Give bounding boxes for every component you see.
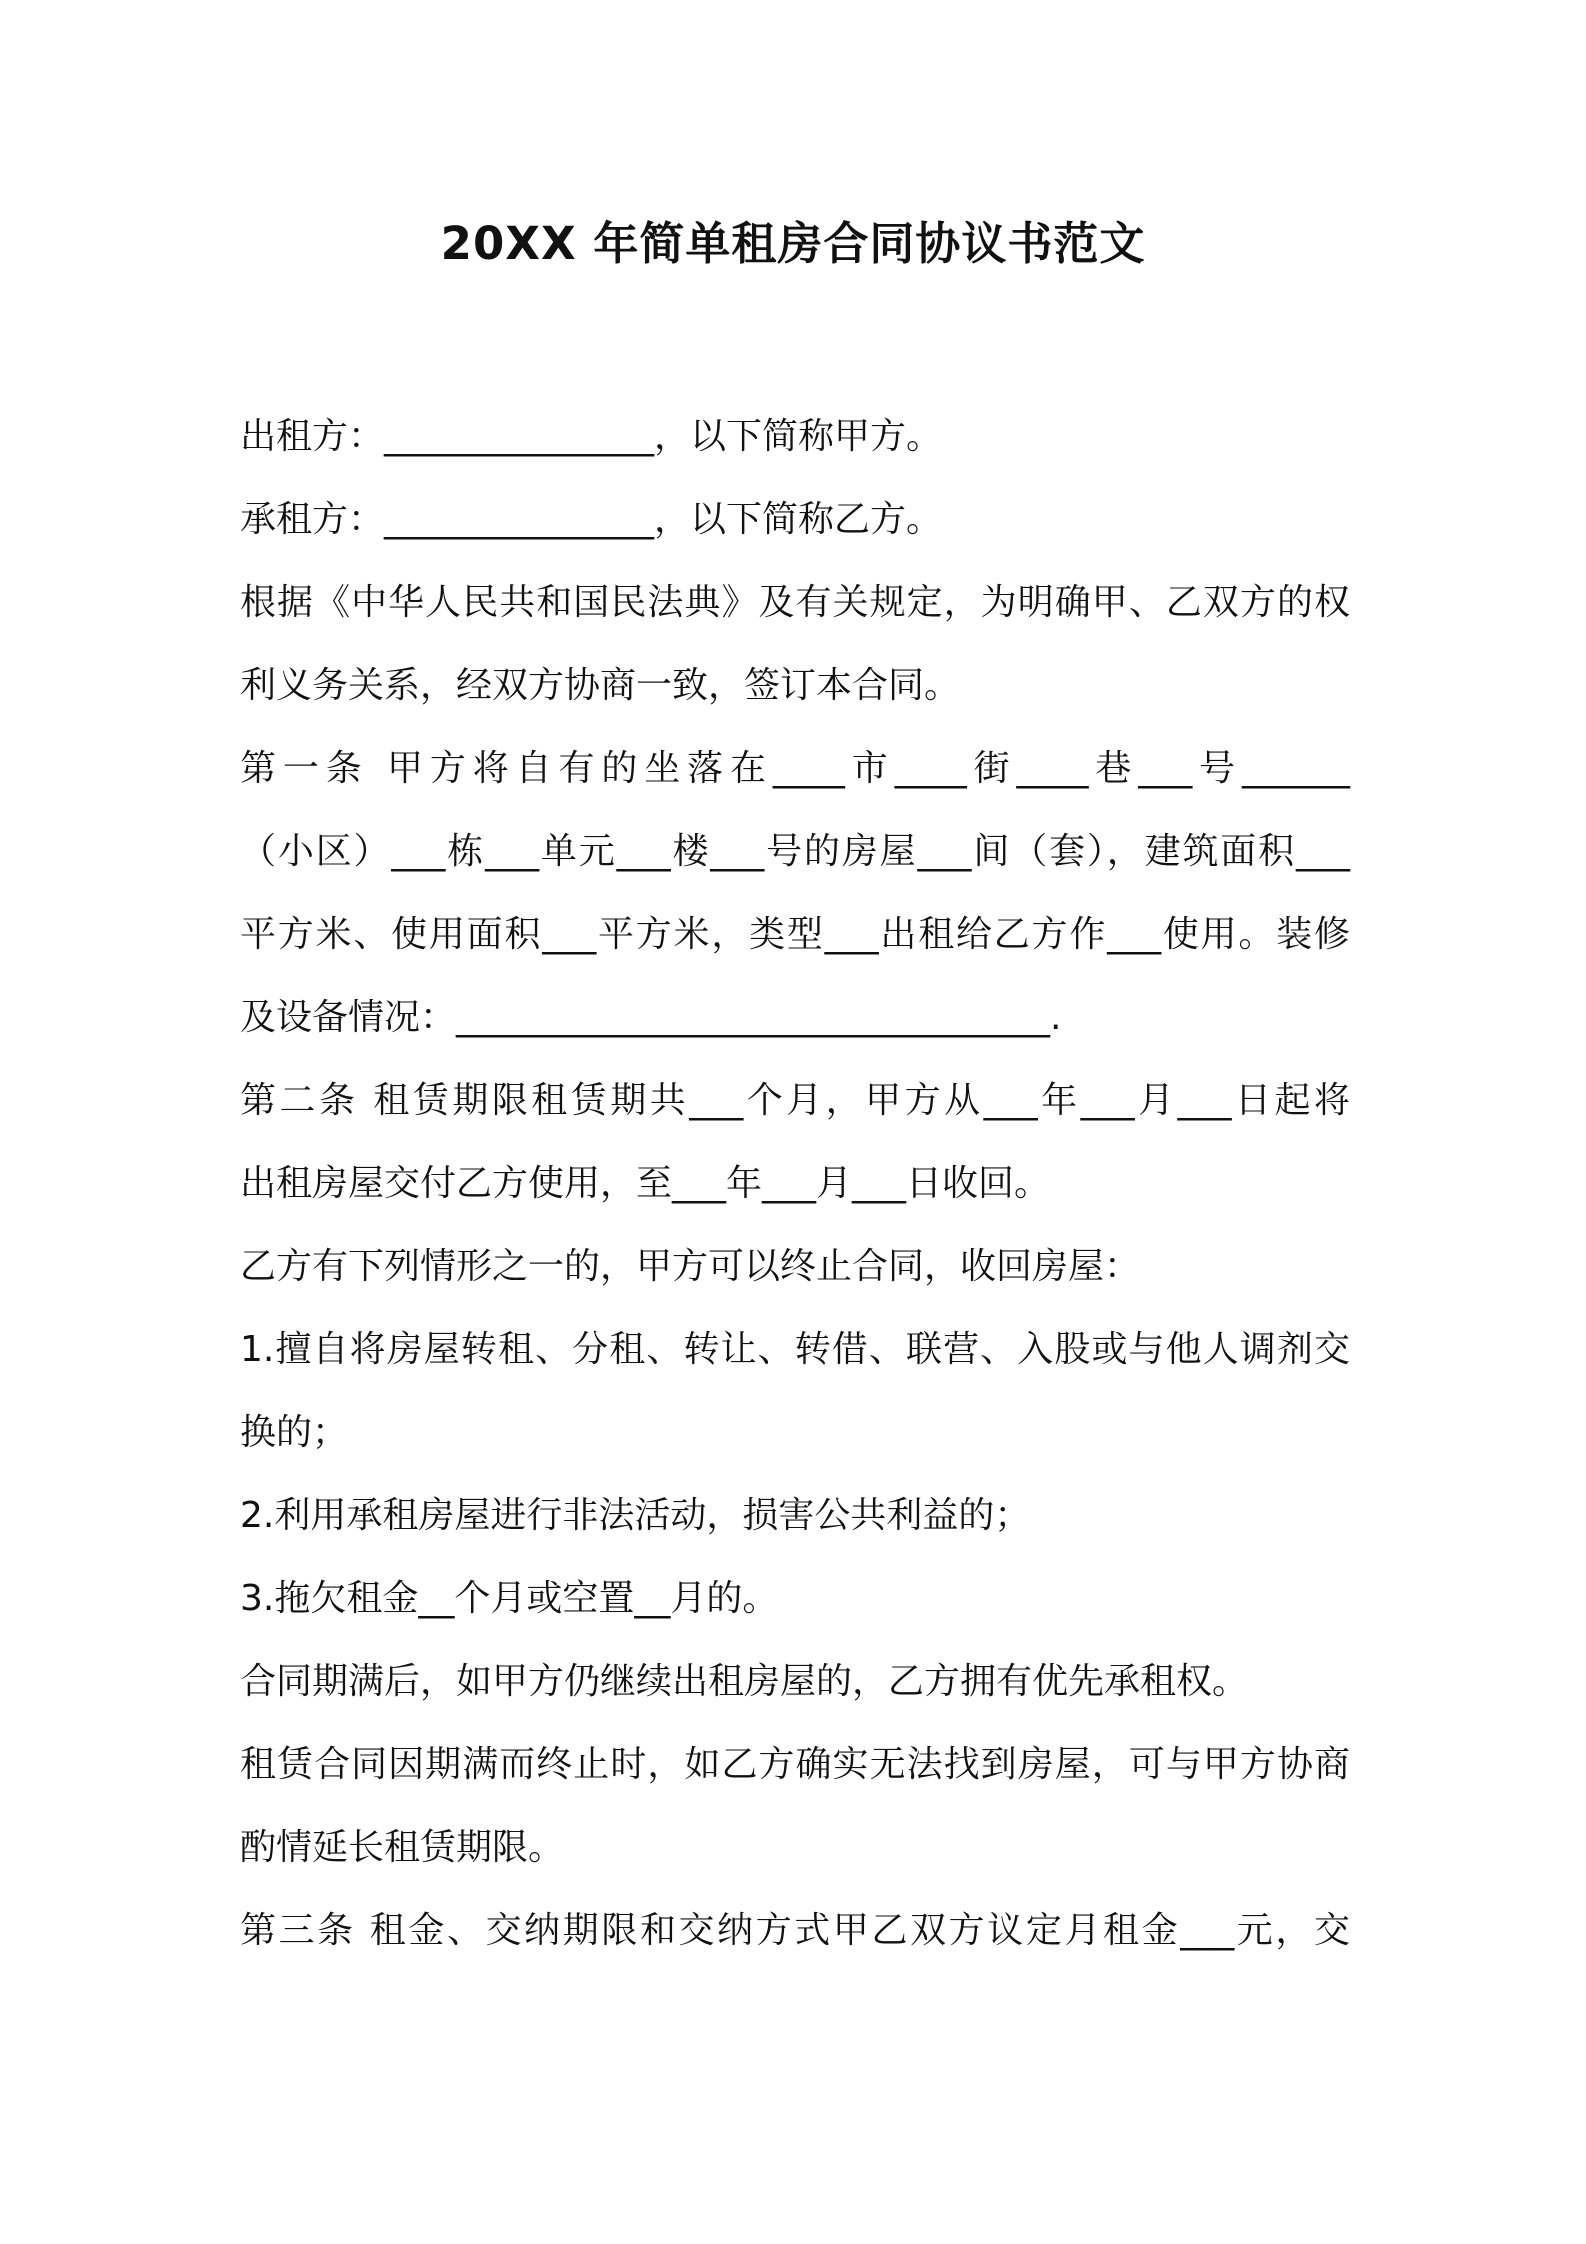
extension-paragraph-line-2: 酌情延长租赁期限。 — [240, 1827, 565, 1868]
article-3-line-1: 第三条 租金、交纳期限和交纳方式甲乙双方议定月租金___元，交 — [240, 1910, 1350, 1951]
article-2-line-1: 第二条 租赁期限租赁期共___个月，甲方从___年___月___日起将 — [240, 1080, 1350, 1121]
article-1-line-1: 第一条 甲方将自有的坐落在____市____街____巷___号______ — [240, 748, 1350, 789]
termination-item-1-line-2: 换的； — [240, 1412, 349, 1453]
paragraph-basis-line-2: 利义务关系，经双方协商一致，签订本合同。 — [240, 665, 961, 706]
priority-lease-paragraph: 合同期满后，如甲方仍继续出租房屋的，乙方拥有优先承租权。 — [240, 1661, 1249, 1702]
termination-intro: 乙方有下列情形之一的，甲方可以终止合同，收回房屋： — [240, 1246, 1141, 1287]
article-2-line-2: 出租房屋交付乙方使用，至___年___月___日收回。 — [240, 1163, 1051, 1204]
paragraph-lessee: 承租方：_______________，以下简称乙方。 — [240, 499, 943, 540]
article-1-line-2: （小区）___栋___单元___楼___号的房屋___间（套），建筑面积___ — [240, 831, 1350, 872]
extension-paragraph-line-1: 租赁合同因期满而终止时，如乙方确实无法找到房屋，可与甲方协商 — [240, 1744, 1350, 1785]
paragraph-basis-line-1: 根据《中华人民共和国民法典》及有关规定，为明确甲、乙双方的权 — [240, 582, 1350, 623]
termination-item-3: 3.拖欠租金__个月或空置__月的。 — [240, 1578, 779, 1619]
termination-item-2: 2.利用承租房屋进行非法活动，损害公共利益的； — [240, 1495, 1031, 1536]
document-title: 20XX 年简单租房合同协议书范文 — [440, 217, 1146, 270]
article-1-line-4: 及设备情况：_________________________________. — [240, 997, 1062, 1038]
paragraph-lessor: 出租方：_______________，以下简称甲方。 — [240, 416, 943, 457]
termination-item-1-line-1: 1.擅自将房屋转租、分租、转让、转借、联营、入股或与他人调剂交 — [240, 1329, 1350, 1370]
article-1-line-3: 平方米、使用面积___平方米，类型___出租给乙方作___使用。装修 — [240, 914, 1350, 955]
document-body — [240, 402, 1350, 1979]
